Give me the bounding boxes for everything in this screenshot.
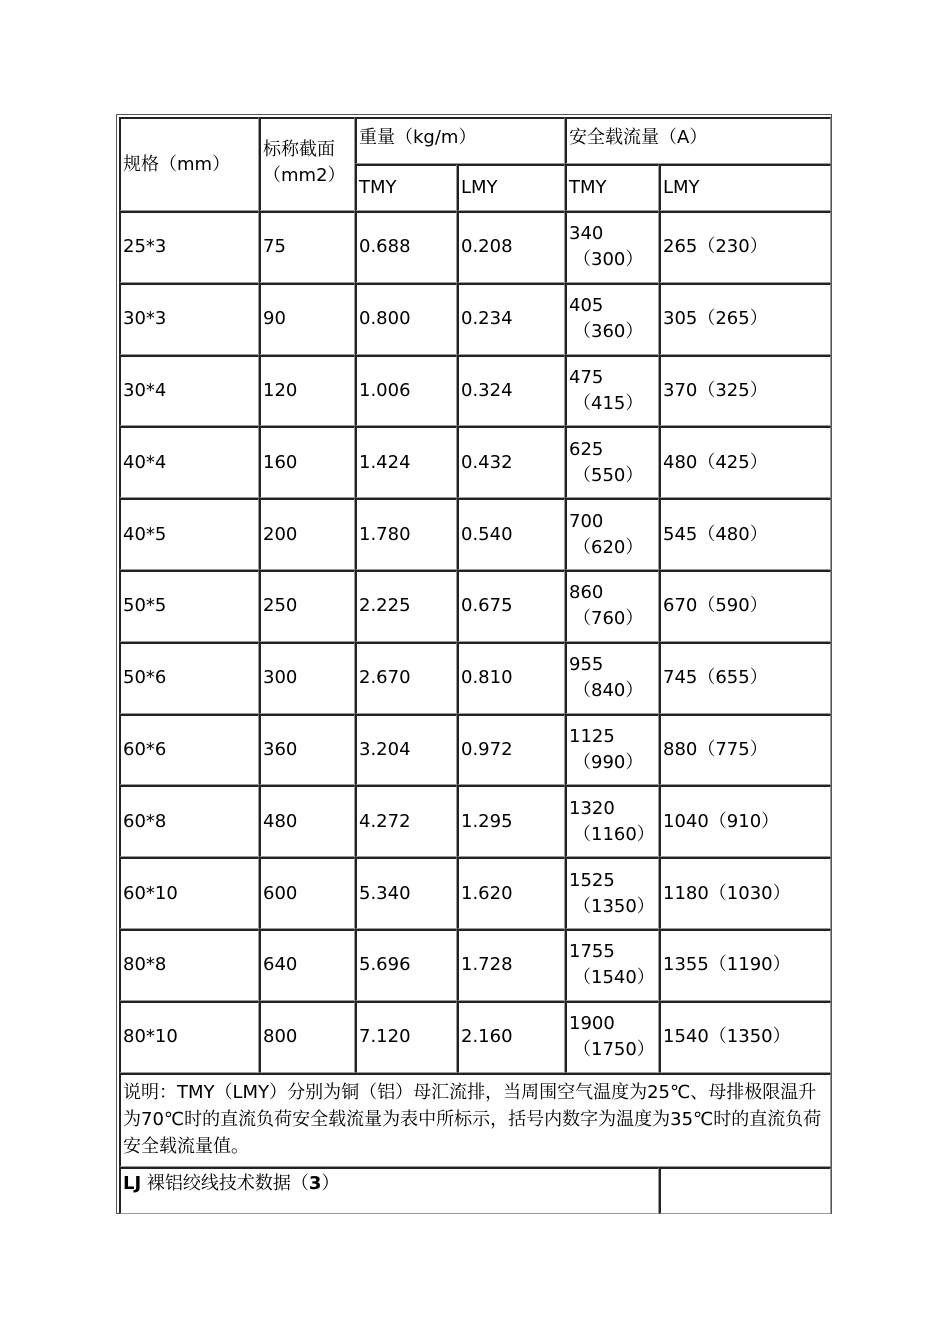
section-value: 200 <box>263 523 298 545</box>
cell-current-tmy <box>565 929 659 1001</box>
weight-lmy-value: 1.620 <box>461 882 513 904</box>
cell-weight-tmy <box>355 211 457 283</box>
current-tmy-value: 1125 <box>569 725 615 747</box>
cell-current-tmy <box>565 498 659 570</box>
cell-current-tmy <box>565 714 659 786</box>
cell-spec <box>119 1001 259 1073</box>
current-tmy-value: 700 <box>569 510 604 532</box>
section-value: 75 <box>263 236 286 258</box>
cell-current-lmy <box>659 498 831 570</box>
cell-spec <box>119 857 259 929</box>
header-current-tmy <box>565 164 659 211</box>
cell-weight-tmy <box>355 426 457 498</box>
cell-section <box>259 642 355 714</box>
weight-lmy-value: 0.810 <box>461 667 513 689</box>
current-lmy-value: 545（480） <box>663 523 768 545</box>
cell-spec <box>119 929 259 1001</box>
weight-tmy-value: 2.670 <box>359 667 411 689</box>
weight-tmy-value: 2.225 <box>359 595 411 617</box>
cell-current-lmy <box>659 355 831 427</box>
current-lmy-value: 265（230） <box>663 236 768 258</box>
section-value: 300 <box>263 667 298 689</box>
current-tmy-value: 1900 <box>569 1013 615 1035</box>
cell-weight-tmy <box>355 283 457 355</box>
weight-lmy-value: 0.208 <box>461 236 513 258</box>
current-lmy-value: 1355（1190） <box>663 954 791 976</box>
weight-lmy-value: 1.728 <box>461 954 513 976</box>
cell-current-lmy <box>659 857 831 929</box>
header-weight-lmy <box>457 164 565 211</box>
weight-lmy-value: 0.540 <box>461 523 513 545</box>
header-weight-label: 重量（kg/m） <box>359 127 477 148</box>
current-tmy-hot-value: （1540） <box>573 967 655 989</box>
current-tmy-hot-value: （840） <box>573 680 644 702</box>
header-spec <box>119 117 259 211</box>
cell-spec <box>119 355 259 427</box>
cell-current-tmy <box>565 642 659 714</box>
cell-section <box>259 211 355 283</box>
cell-weight-tmy <box>355 498 457 570</box>
weight-lmy-value: 0.675 <box>461 595 513 617</box>
current-tmy-value: 1525 <box>569 869 615 891</box>
current-tmy-hot-value: （300） <box>573 249 644 271</box>
weight-lmy-value: 1.295 <box>461 810 513 832</box>
next-title-suffix: ） <box>321 1173 340 1194</box>
cell-weight-tmy <box>355 1001 457 1073</box>
section-value: 250 <box>263 595 298 617</box>
spec-value: 40*4 <box>123 451 167 473</box>
current-tmy-hot-value: （1350） <box>573 895 655 917</box>
cell-weight-lmy <box>457 929 565 1001</box>
spec-value: 80*8 <box>123 954 167 976</box>
weight-lmy-value: 0.324 <box>461 379 513 401</box>
header-weight-tmy-label: TMY <box>359 177 397 198</box>
cell-weight-tmy <box>355 642 457 714</box>
cell-weight-tmy <box>355 714 457 786</box>
header-section <box>259 117 355 211</box>
cell-section <box>259 714 355 786</box>
cell-weight-lmy <box>457 1001 565 1073</box>
cell-current-tmy <box>565 355 659 427</box>
cell-current-lmy <box>659 642 831 714</box>
cell-spec <box>119 714 259 786</box>
cell-weight-lmy <box>457 355 565 427</box>
current-tmy-value: 405 <box>569 295 604 317</box>
spec-value: 60*8 <box>123 810 167 832</box>
weight-lmy-value: 0.972 <box>461 738 513 760</box>
weight-tmy-value: 5.340 <box>359 882 411 904</box>
cell-weight-tmy <box>355 929 457 1001</box>
cell-current-lmy <box>659 1001 831 1073</box>
cell-current-lmy <box>659 785 831 857</box>
cell-section <box>259 929 355 1001</box>
section-value: 120 <box>263 379 298 401</box>
cell-spec <box>119 211 259 283</box>
spec-value: 60*10 <box>123 882 178 904</box>
current-tmy-hot-value: （760） <box>573 608 644 630</box>
weight-tmy-value: 1.780 <box>359 523 411 545</box>
current-tmy-value: 625 <box>569 438 604 460</box>
cell-current-lmy <box>659 211 831 283</box>
section-value: 800 <box>263 1026 298 1048</box>
header-current <box>565 117 831 164</box>
cell-weight-lmy <box>457 498 565 570</box>
cell-weight-tmy <box>355 785 457 857</box>
current-lmy-value: 1180（1030） <box>663 882 791 904</box>
cell-section <box>259 785 355 857</box>
current-tmy-hot-value: （550） <box>573 464 644 486</box>
cell-weight-lmy <box>457 785 565 857</box>
cell-section <box>259 498 355 570</box>
cell-weight-tmy <box>355 355 457 427</box>
next-table-empty-cell <box>659 1167 831 1214</box>
current-tmy-hot-value: （990） <box>573 751 644 773</box>
cell-weight-lmy <box>457 857 565 929</box>
cell-section <box>259 857 355 929</box>
current-tmy-hot-value: （360） <box>573 321 644 343</box>
current-tmy-value: 340 <box>569 223 604 245</box>
weight-tmy-value: 0.688 <box>359 236 411 258</box>
current-tmy-value: 1320 <box>569 797 615 819</box>
section-value: 640 <box>263 954 298 976</box>
current-lmy-value: 1540（1350） <box>663 1026 791 1048</box>
current-lmy-value: 480（425） <box>663 451 768 473</box>
cell-current-tmy <box>565 283 659 355</box>
cell-section <box>259 570 355 642</box>
section-value: 360 <box>263 738 298 760</box>
header-section-line1: 标称截面 <box>263 139 335 160</box>
current-lmy-value: 880（775） <box>663 738 768 760</box>
spec-value: 30*4 <box>123 379 167 401</box>
weight-tmy-value: 5.696 <box>359 954 411 976</box>
current-lmy-value: 670（590） <box>663 595 768 617</box>
header-weight-tmy <box>355 164 457 211</box>
cell-current-lmy <box>659 929 831 1001</box>
weight-tmy-value: 1.006 <box>359 379 411 401</box>
cell-spec <box>119 426 259 498</box>
cell-section <box>259 1001 355 1073</box>
header-weight-lmy-label: LMY <box>461 177 498 198</box>
cell-current-tmy <box>565 785 659 857</box>
weight-tmy-value: 0.800 <box>359 308 411 330</box>
current-lmy-value: 1040（910） <box>663 810 780 832</box>
section-value: 480 <box>263 810 298 832</box>
weight-tmy-value: 4.272 <box>359 810 411 832</box>
weight-tmy-value: 3.204 <box>359 738 411 760</box>
spec-value: 50*6 <box>123 667 167 689</box>
spec-value: 60*6 <box>123 738 167 760</box>
spec-value: 25*3 <box>123 236 167 258</box>
section-value: 600 <box>263 882 298 904</box>
spec-value: 40*5 <box>123 523 167 545</box>
cell-weight-lmy <box>457 283 565 355</box>
next-title-text: 裸铝绞线技术数据（ <box>141 1173 309 1194</box>
current-lmy-value: 305（265） <box>663 308 768 330</box>
cell-weight-tmy <box>355 857 457 929</box>
cell-current-tmy <box>565 426 659 498</box>
section-value: 90 <box>263 308 286 330</box>
cell-current-tmy <box>565 570 659 642</box>
header-spec-label: 规格（mm） <box>123 153 231 175</box>
cell-section <box>259 283 355 355</box>
current-lmy-value: 745（655） <box>663 667 768 689</box>
section-value: 160 <box>263 451 298 473</box>
cell-section <box>259 426 355 498</box>
cell-spec <box>119 283 259 355</box>
weight-tmy-value: 7.120 <box>359 1026 411 1048</box>
note-cell <box>119 1073 831 1167</box>
header-weight <box>355 117 565 164</box>
weight-lmy-value: 0.234 <box>461 308 513 330</box>
current-tmy-value: 955 <box>569 654 604 676</box>
document-page <box>116 114 832 1214</box>
cell-weight-lmy <box>457 642 565 714</box>
next-table-title <box>119 1167 659 1214</box>
cell-current-tmy <box>565 857 659 929</box>
cell-weight-tmy <box>355 570 457 642</box>
current-tmy-hot-value: （415） <box>573 392 644 414</box>
cell-weight-lmy <box>457 426 565 498</box>
header-current-lmy <box>659 164 831 211</box>
cell-current-lmy <box>659 714 831 786</box>
cell-spec <box>119 498 259 570</box>
header-current-label: 安全载流量（A） <box>569 127 708 148</box>
weight-tmy-value: 1.424 <box>359 451 411 473</box>
cell-current-lmy <box>659 570 831 642</box>
header-section-line2: （mm2） <box>263 165 346 186</box>
current-tmy-hot-value: （620） <box>573 536 644 558</box>
spec-value: 30*3 <box>123 308 167 330</box>
next-title-prefix: LJ <box>123 1173 142 1194</box>
header-current-tmy-label: TMY <box>569 177 607 198</box>
cell-section <box>259 355 355 427</box>
cell-weight-lmy <box>457 570 565 642</box>
current-lmy-value: 370（325） <box>663 379 768 401</box>
current-tmy-value: 1755 <box>569 941 615 963</box>
current-tmy-value: 860 <box>569 582 604 604</box>
spec-value: 50*5 <box>123 595 167 617</box>
note-text: 说明：TMY（LMY）分别为铜（铝）母汇流排，当周围空气温度为25℃、母排极限温升为70℃时的直流负荷安全载流量为表中所标示，括号内数字为温度为35℃时的直流负荷安全载流量值。 <box>123 1081 822 1157</box>
current-tmy-value: 475 <box>569 366 604 388</box>
cell-current-tmy <box>565 1001 659 1073</box>
current-tmy-hot-value: （1750） <box>573 1039 655 1061</box>
cell-weight-lmy <box>457 211 565 283</box>
cell-spec <box>119 642 259 714</box>
current-tmy-hot-value: （1160） <box>573 823 655 845</box>
cell-current-tmy <box>565 211 659 283</box>
header-current-lmy-label: LMY <box>663 177 700 198</box>
cell-current-lmy <box>659 426 831 498</box>
cell-spec <box>119 785 259 857</box>
cell-current-lmy <box>659 283 831 355</box>
next-title-num: 3 <box>308 1173 322 1194</box>
spec-value: 80*10 <box>123 1026 178 1048</box>
cell-spec <box>119 570 259 642</box>
weight-lmy-value: 0.432 <box>461 451 513 473</box>
weight-lmy-value: 2.160 <box>461 1026 513 1048</box>
cell-weight-lmy <box>457 714 565 786</box>
